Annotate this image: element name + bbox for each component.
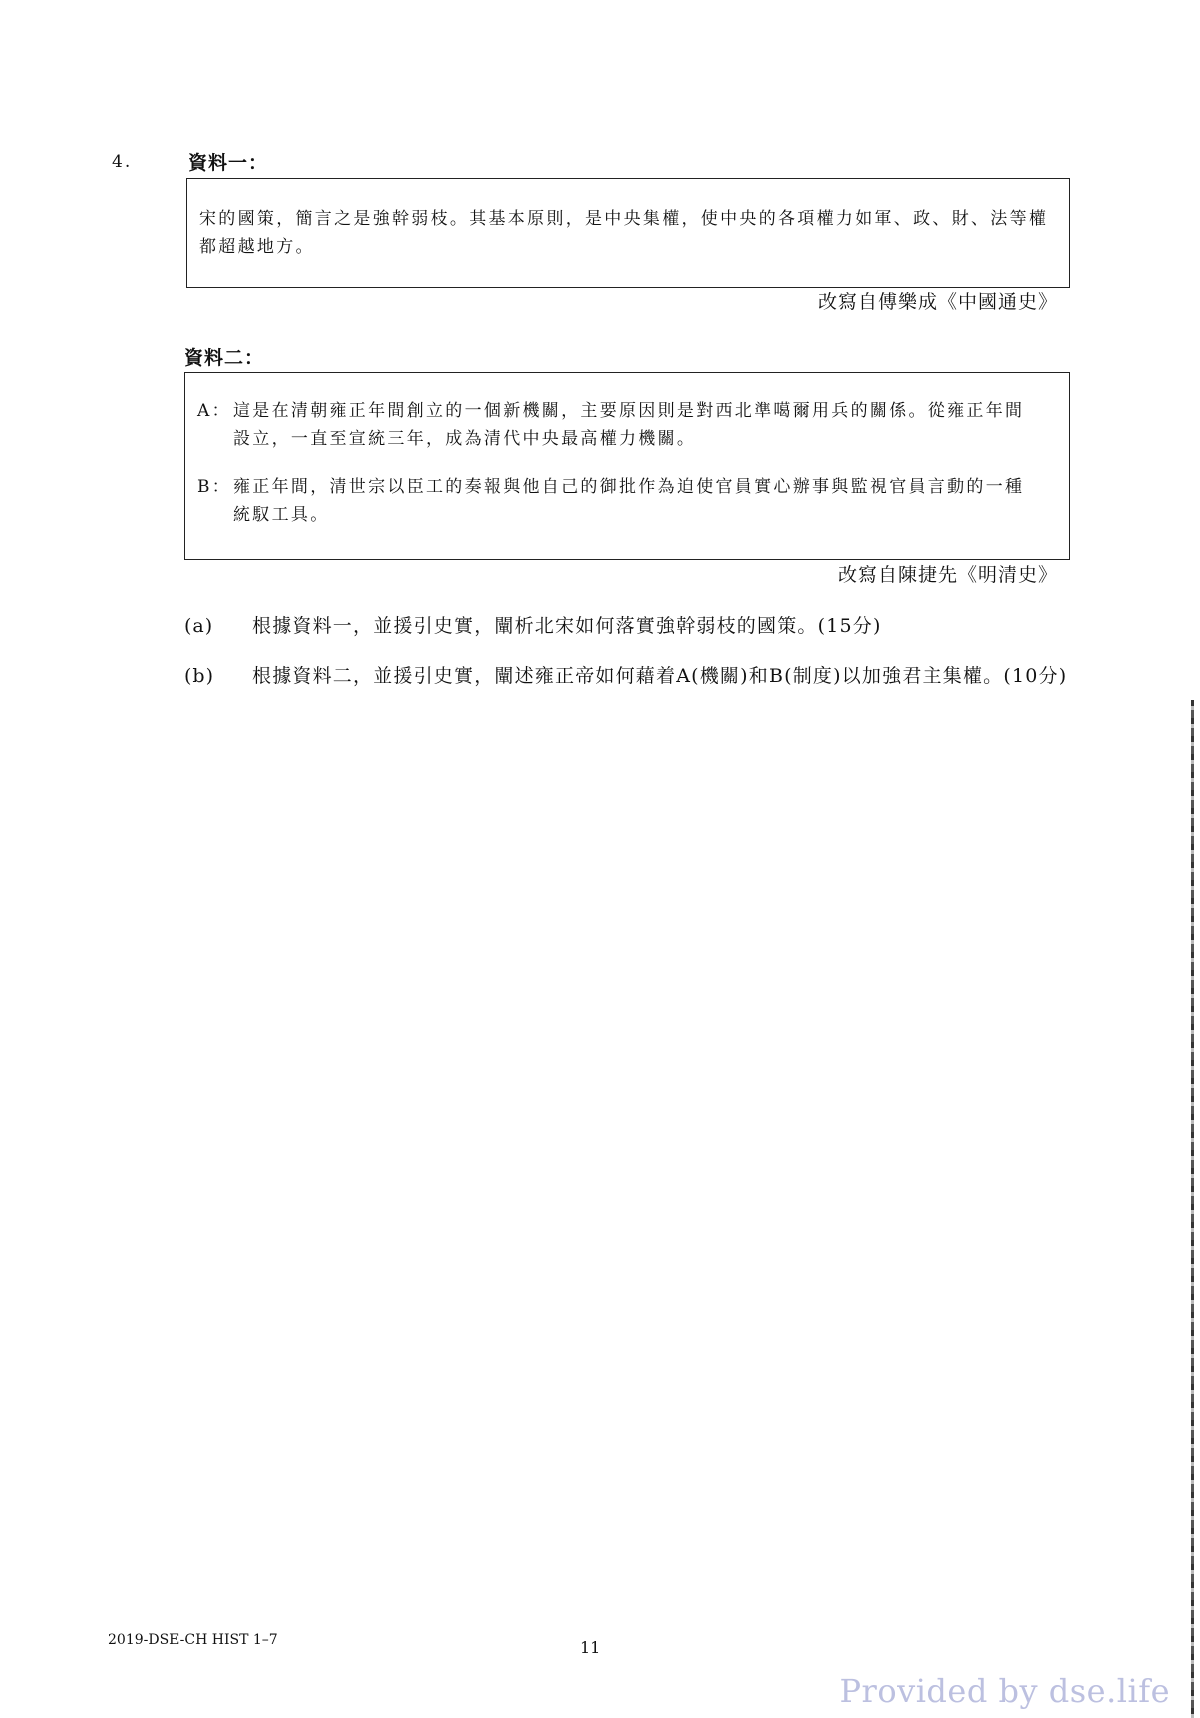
source1-title: 資料一： <box>188 152 269 174</box>
source2-entry-b <box>197 473 1037 529</box>
source2-credit: 改寫自陳捷先《明清史》 <box>837 564 1058 586</box>
source1-box <box>186 178 1070 288</box>
question-a-label: (a) <box>184 615 214 637</box>
entry-label-a: A： <box>197 401 231 421</box>
source2-box <box>184 372 1070 560</box>
scan-edge-artifact <box>1191 700 1194 1718</box>
question-a-text: 根據資料一，並援引史實，闡析北宋如何落實強幹弱枝的國策。(15分) <box>252 615 882 637</box>
source2-entry-a <box>197 397 1037 453</box>
question-b <box>184 662 1074 690</box>
question-number: 4. <box>112 152 133 172</box>
question-b-label: (b) <box>184 665 214 687</box>
question-a <box>184 612 1074 640</box>
entry-label-b: B： <box>197 477 232 497</box>
paper-code: 2019-DSE-CH HIST 1–7 <box>108 1632 278 1648</box>
source2-title: 資料二： <box>184 347 265 369</box>
source1-text: 宋的國策，簡言之是強幹弱枝。其基本原則，是中央集權，使中央的各項權力如軍、政、財、法等權都超越地方。 <box>199 209 1049 257</box>
watermark: Provided by dse.life <box>839 1672 1170 1710</box>
question-b-text: 根據資料二，並援引史實，闡述雍正帝如何藉着A(機關)和B(制度)以加強君主集權。(10分) <box>252 665 1068 687</box>
page-number: 11 <box>580 1638 601 1657</box>
entry-text-a: 這是在清朝雍正年間創立的一個新機關，主要原因則是對西北準噶爾用兵的關係。從雍正年間設立，一直至宣統三年，成為清代中央最高權力機關。 <box>233 401 1025 449</box>
source1-credit: 改寫自傅樂成《中國通史》 <box>817 291 1058 313</box>
entry-text-b: 雍正年間，清世宗以臣工的奏報與他自己的御批作為迫使官員實心辦事與監視官員言動的一種統馭工具。 <box>233 477 1025 525</box>
